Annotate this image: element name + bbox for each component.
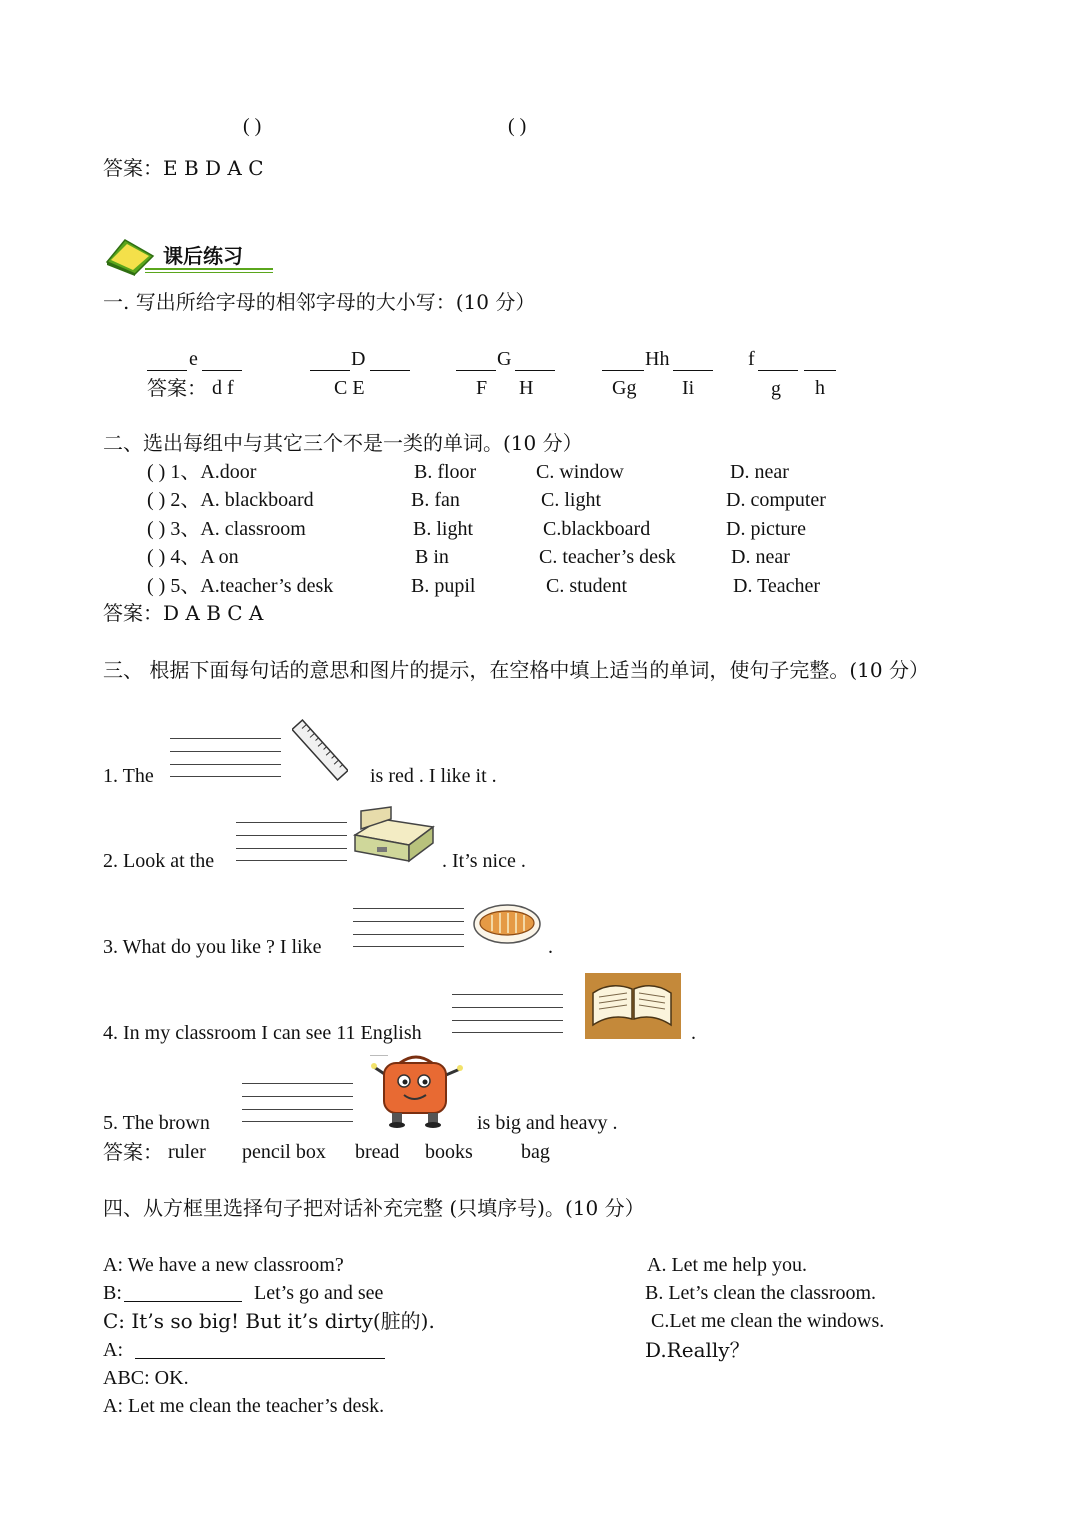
choice-option: D.Really？ [645,1338,750,1362]
q1-answer: H [519,377,534,399]
q1-answer: g [771,378,781,400]
writing-lines [452,994,563,1034]
q3-sentence-3-start: 3. What do you like ? I like [103,936,322,958]
q2-row-num: ( ) 5、A.teacher’s desk [147,575,334,597]
section-underline [145,268,273,270]
blank [456,370,496,371]
q2-title: 二、选出每组中与其它三个不是一类的单词。(10 分） [103,431,583,455]
paren-blank-2: ( ) [508,115,527,137]
dialog-line-3: C: It’s so big! But it’s dirty(脏的). [103,1309,435,1333]
choice-option: B. Let’s clean the classroom. [645,1282,877,1304]
q2-row-num: ( ) 2、A. blackboard [147,489,314,511]
bread-picture [472,903,542,945]
q3-sentence-4-start: 4. In my classroom I can see 11 English [103,1022,422,1044]
q2-answer: 答案：D A B C A [103,601,264,625]
q1-answer: C E [334,377,365,399]
q3-answer: bread [355,1141,400,1163]
blank [515,370,555,371]
section-underline-2 [145,272,273,273]
paren-blank-1: ( ) [243,115,262,137]
dialog-line-2-speaker: B: [103,1282,122,1304]
q3-title: 三、 根据下面每句话的意思和图片的提示，在空格中填上适当的单词，使句子完整。(10 分） [103,658,929,682]
dialog-line-1: A: We have a new classroom? [103,1254,344,1276]
section-header [105,234,273,276]
writing-lines [236,822,347,862]
q2-row-num: ( ) 3、A. classroom [147,518,306,540]
q1-answer: Gg [612,377,637,399]
dialog-line-5: ABC: OK. [103,1367,189,1389]
q4-title: 四、从方框里选择句子把对话补充完整 (只填序号)。(10 分） [103,1196,645,1220]
q2-option-d: D. Teacher [733,575,821,597]
writing-lines [170,738,281,778]
blank [147,370,187,371]
q2-option-c: C. light [541,489,602,511]
q1-answer: Ii [682,377,695,399]
letter-item: f [748,348,755,370]
q2-option-b: B. floor [414,461,477,483]
choice-option: C.Let me clean the windows. [651,1310,885,1332]
q1-answer: F [476,377,488,399]
blank [370,370,410,371]
q1-answer: d f [212,377,234,399]
q2-row-num: ( ) 4、A on [147,546,239,568]
letter-item: e [189,348,198,370]
q2-option-b: B. light [413,518,474,540]
blank [602,370,644,371]
q3-answer: ruler [168,1141,206,1163]
q3-sentence-5-start: 5. The brown [103,1112,210,1134]
writing-lines [242,1083,353,1123]
q2-option-b: B. pupil [411,575,476,597]
dialog-line-2-text: Let’s go and see [254,1282,384,1304]
q2-option-c: C. teacher’s desk [539,546,676,568]
choice-option: A. Let me help you. [647,1254,807,1276]
q2-option-c: C.blackboard [543,518,651,540]
q3-answer: bag [521,1141,550,1163]
q2-option-d: D. computer [726,489,826,511]
q3-sentence-3-end: . [548,936,553,958]
q3-answer-label: 答案： [103,1140,163,1164]
q3-sentence-2-end: . It’s nice . [442,850,526,872]
top-answer: 答案：E B D A C [103,156,264,180]
dialog-line-6: A: Let me clean the teacher’s desk. [103,1395,385,1417]
q3-sentence-4-end: . [691,1022,696,1044]
blank [804,370,836,371]
q1-title: 一. 写出所给字母的相邻字母的大小写：(10 分） [103,290,536,314]
q2-option-c: C. window [536,461,624,483]
ruler-picture [292,719,348,781]
q2-option-d: D. near [730,461,789,483]
q1-answer: h [815,377,825,399]
q2-option-b: B. fan [411,489,460,511]
q3-sentence-1-end: is red . I like it . [370,765,497,787]
bag-picture [370,1055,466,1129]
q3-sentence-5-end: is big and heavy . [477,1112,618,1134]
blank [673,370,713,371]
q1-answer-label: 答案： [147,376,207,400]
pencil-box-picture [351,805,437,867]
q3-sentence-1-start: 1. The [103,765,154,787]
q2-option-d: D. near [731,546,790,568]
book-picture [585,973,681,1039]
answer-blank[interactable] [124,1301,242,1302]
q3-sentence-2-start: 2. Look at the [103,850,215,872]
blank [310,370,350,371]
letter-item: Hh [645,348,670,370]
blank [202,370,242,371]
writing-lines [353,908,464,948]
blank [758,370,798,371]
q2-option-b: B in [415,546,449,568]
answer-blank[interactable] [135,1358,385,1359]
q2-option-c: C. student [546,575,628,597]
letter-item: D [351,348,366,370]
section-title: 课后练习 [163,244,243,268]
q3-answer: pencil box [242,1141,326,1163]
letter-item: G [497,348,512,370]
q3-answer: books [425,1141,473,1163]
q2-row-num: ( ) 1、A.door [147,461,257,483]
dialog-line-4-speaker: A: [103,1339,123,1361]
q2-option-d: D. picture [726,518,806,540]
